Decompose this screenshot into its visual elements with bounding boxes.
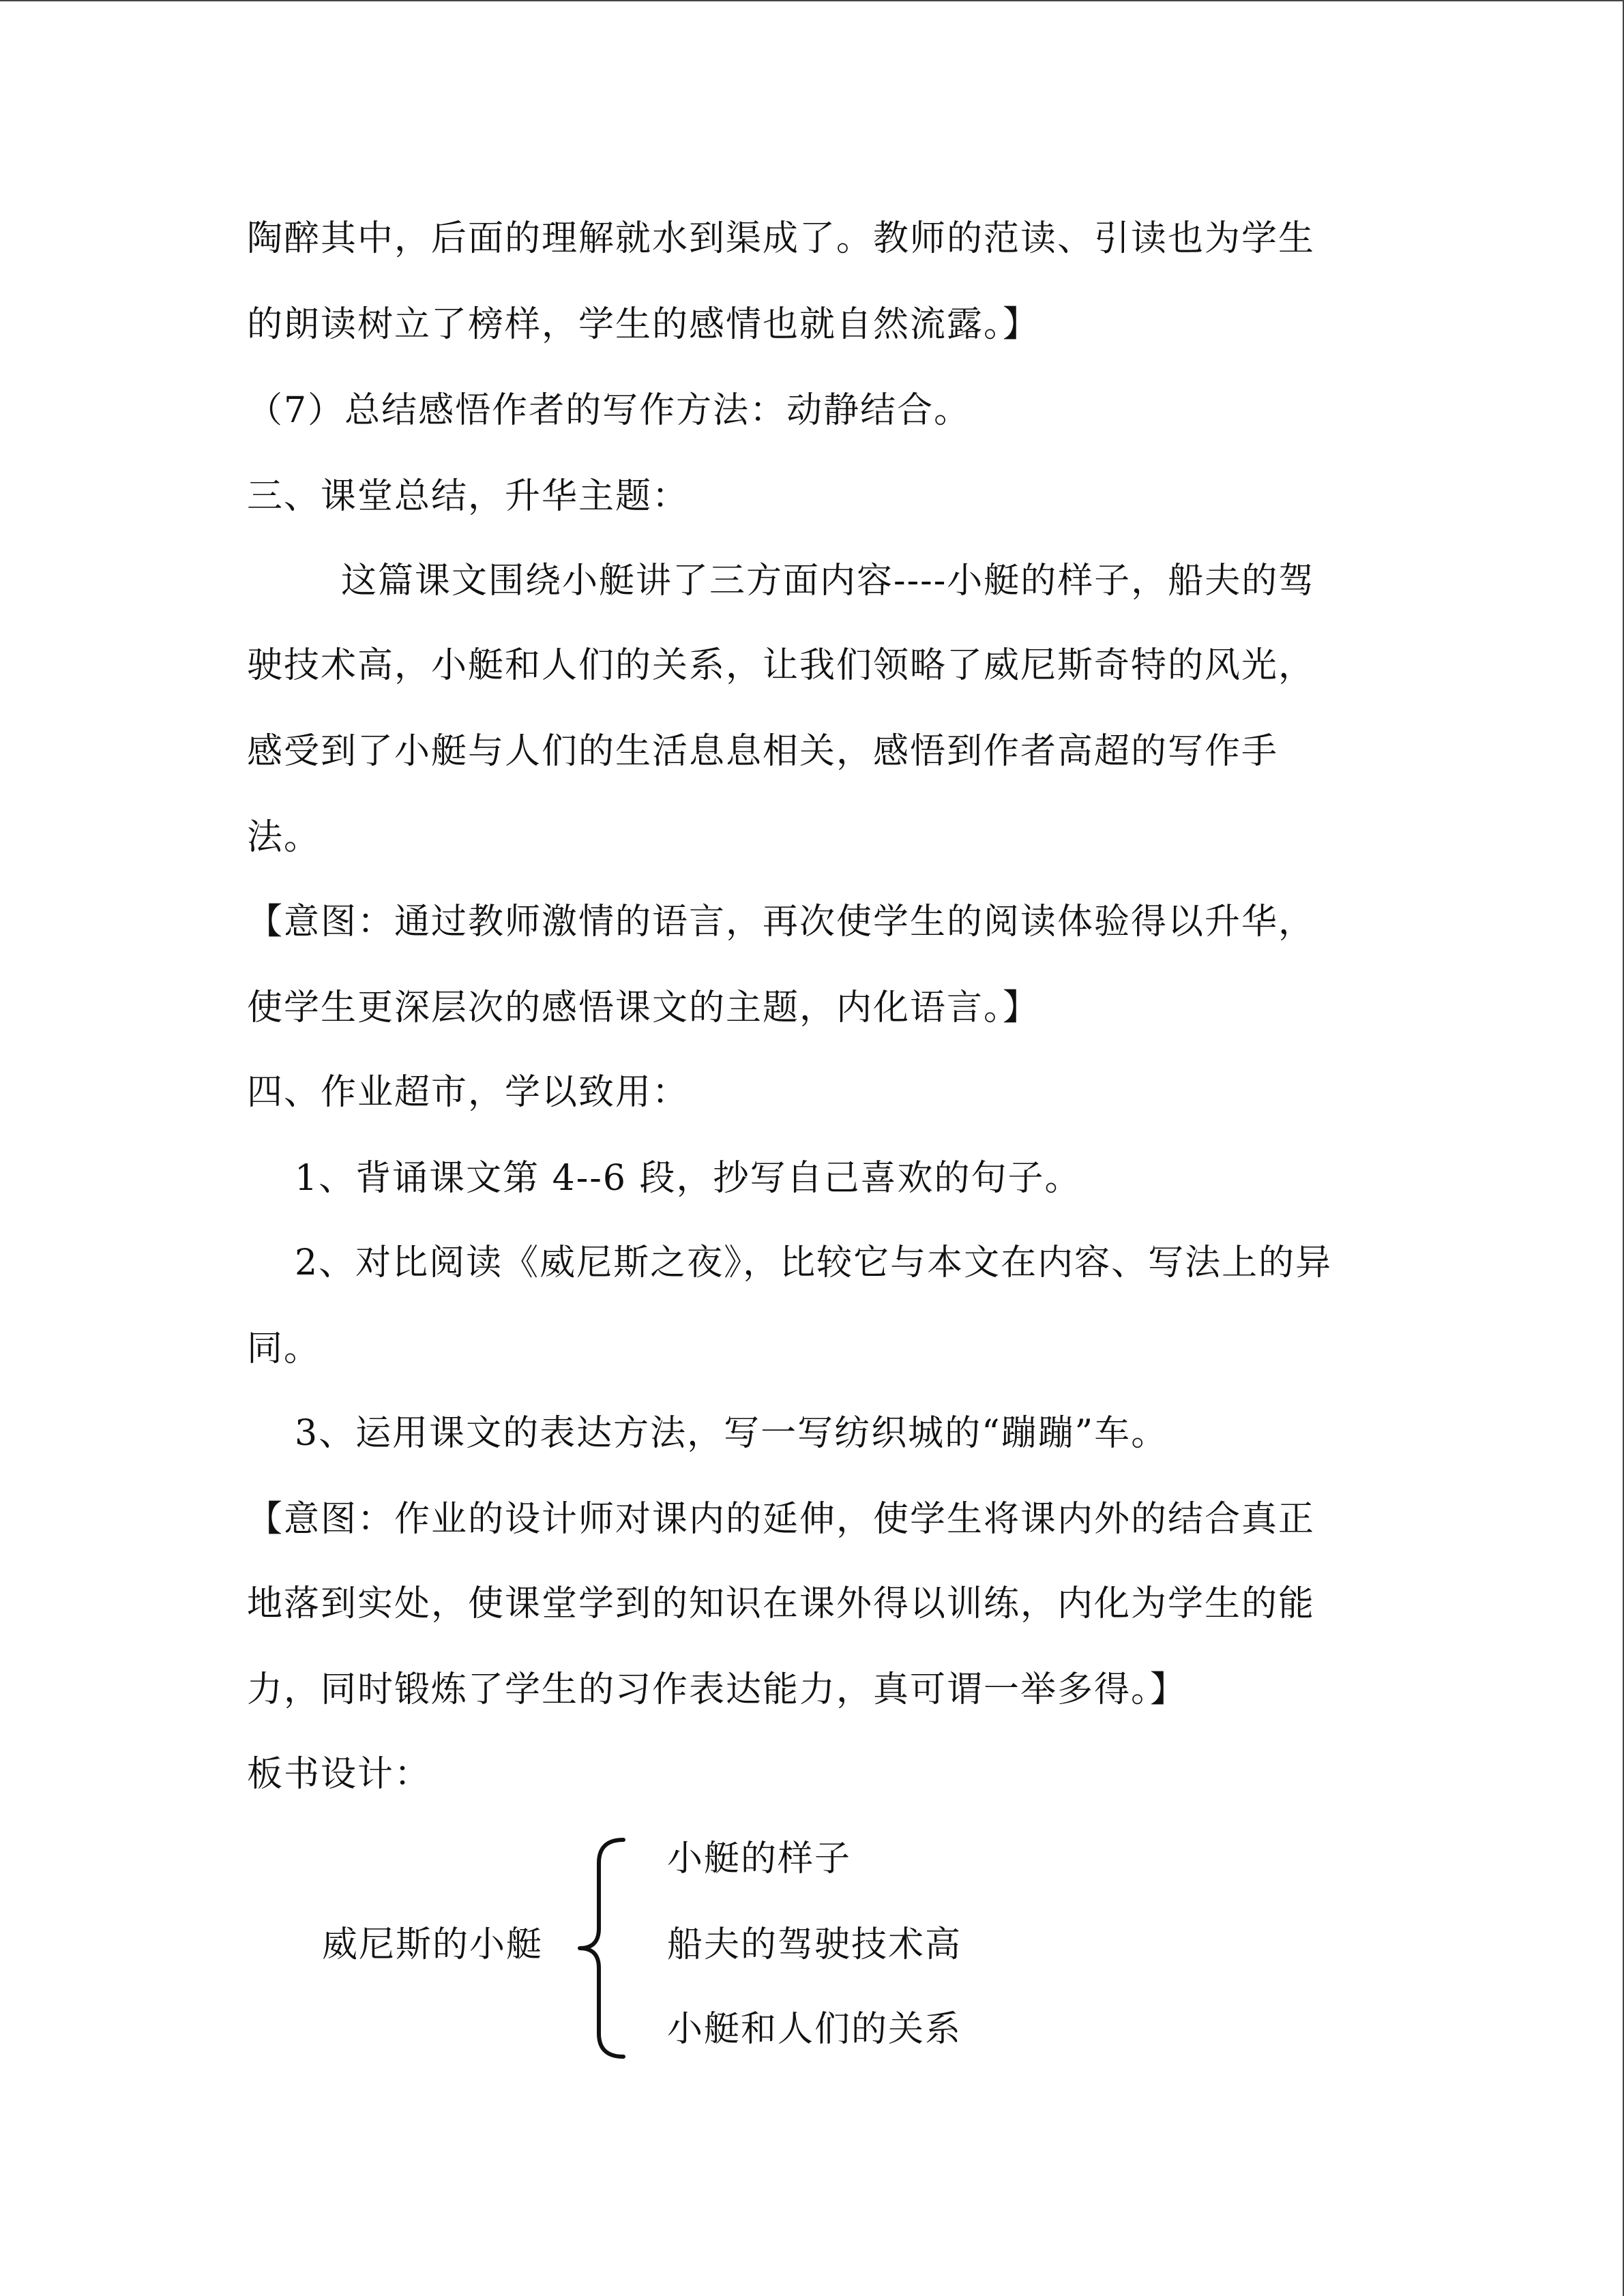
homework-item-continued: 同。 (247, 1328, 321, 1369)
paragraph-line: 法。 (247, 817, 321, 858)
homework-item: 2、对比阅读《威尼斯之夜》，比较它与本文在内容、写法上的异 (295, 1242, 1333, 1283)
homework-item: 3、运用课文的表达方法，写一写纺织城的“蹦蹦”车。 (295, 1413, 1168, 1454)
paragraph-line: 的朗读树立了榜样，学生的感情也就自然流露。】 (247, 304, 1040, 345)
board-item: 船夫的驾驶技术高 (667, 1924, 962, 1965)
board-item: 小艇和人们的关系 (667, 2009, 962, 2050)
board-topic: 威尼斯的小艇 (322, 1924, 544, 1965)
paragraph-line: 驶技术高，小艇和人们的关系，让我们领略了威尼斯奇特的风光， (247, 645, 1316, 686)
board-item: 小艇的样子 (667, 1838, 852, 1879)
homework-item: 1、背诵课文第 4--6 段，抄写自己喜欢的句子。 (295, 1158, 1082, 1199)
paragraph-line: 这篇课文围绕小艇讲了三方面内容----小艇的样子，船夫的驾 (341, 561, 1316, 601)
intent-note-line: 力，同时锻炼了学生的习作表达能力，真可谓一举多得。】 (247, 1669, 1187, 1710)
section-heading: 三、课堂总结，升华主题： (247, 476, 690, 517)
paragraph-line: 陶醉其中，后面的理解就水到渠成了。教师的范读、引读也为学生 (247, 218, 1316, 259)
intent-note-line: 【意图：通过教师激情的语言，再次使学生的阅读体验得以升华， (247, 901, 1316, 942)
intent-note-line: 使学生更深层次的感悟课文的主题，内化语言。】 (247, 987, 1040, 1028)
board-design-heading: 板书设计： (247, 1754, 432, 1795)
intent-note-line: 【意图：作业的设计师对课内的延伸，使学生将课内外的结合真正 (247, 1499, 1316, 1540)
intent-note-line: 地落到实处，使课堂学到的知识在课外得以训练，内化为学生的能 (247, 1583, 1316, 1624)
paragraph-line: 感受到了小艇与人们的生活息息相关，感悟到作者高超的写作手 (247, 731, 1279, 772)
paragraph-line: （7）总结感悟作者的写作方法：动静结合。 (247, 390, 971, 431)
curly-brace-icon (574, 1836, 629, 2061)
section-heading: 四、作业超市，学以致用： (247, 1072, 690, 1113)
